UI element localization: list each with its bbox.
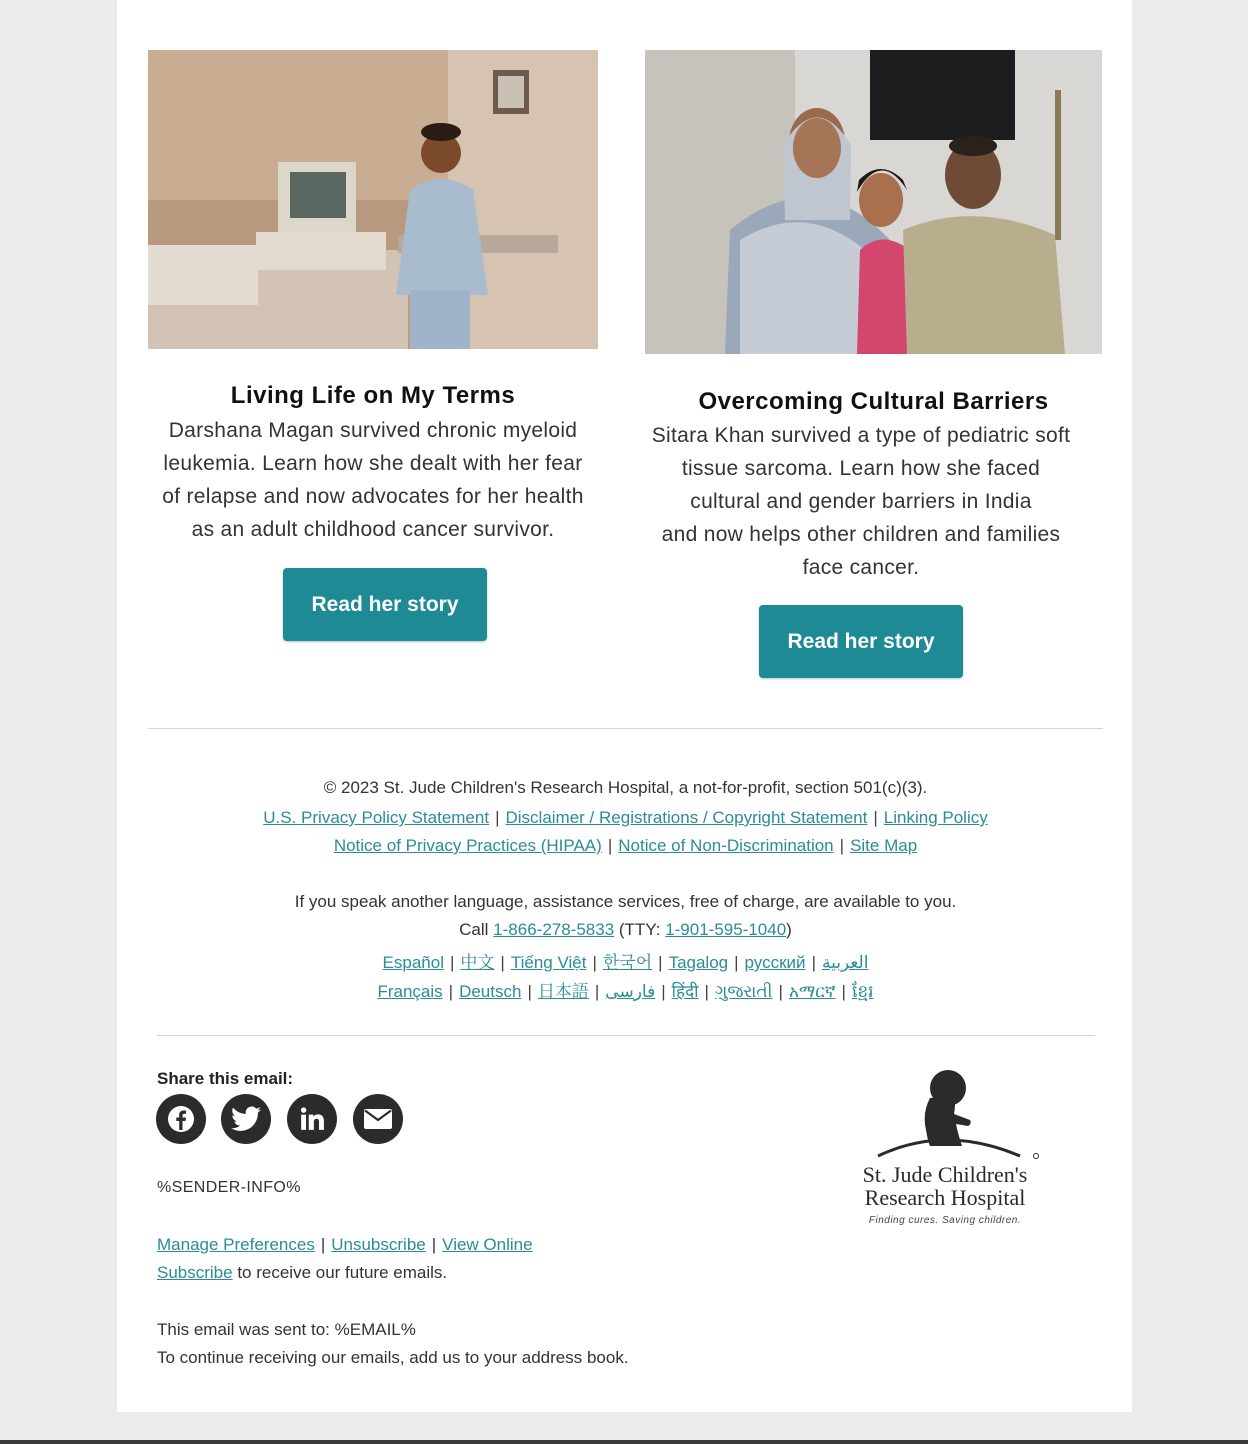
window-bottom-edge <box>0 1440 1248 1444</box>
story-desc-1-line-2: leukemia. Learn how she dealt with her fear <box>163 452 583 475</box>
language-link[interactable]: Français <box>377 982 443 1001</box>
story-card-2 <box>645 50 1102 690</box>
call-prefix: Call <box>459 920 489 939</box>
privacy-policy-link[interactable]: U.S. Privacy Policy Statement <box>263 808 490 827</box>
divider-2 <box>157 1035 1095 1036</box>
language-link[interactable]: Español <box>382 953 444 972</box>
story-photo-2[interactable] <box>645 50 1102 354</box>
story-desc-1-line-3: of relapse and now advocates for her health <box>162 485 584 508</box>
story-desc-2-line-1: Sitara Khan survived a type of pediatric soft <box>651 424 1071 447</box>
copyright-text: © 2023 St. Jude Children's Research Hospital, a not-for-profit, section 501(c)(3). <box>323 778 928 797</box>
read-her-story-button-2[interactable]: Read her story <box>759 605 963 678</box>
story-card-1 <box>148 50 598 650</box>
story-desc-2-line-5: face cancer. <box>802 556 920 579</box>
share-title: Share this email: <box>157 1069 294 1088</box>
twitter-share-button[interactable] <box>221 1094 271 1144</box>
language-link[interactable]: ខ្មែរ <box>851 982 874 1001</box>
logo-tagline: Finding cures. Saving children. <box>868 1215 1022 1226</box>
subscribe-link[interactable]: Subscribe <box>157 1263 233 1282</box>
languages-row-1: Español | 中文 | Tiếng Việt | 한국어 | Tagalog | русский | العربية <box>382 953 869 972</box>
twitter-icon <box>231 1106 261 1132</box>
subscribe-line <box>157 1263 447 1283</box>
legal-links-row-1: U.S. Privacy Policy Statement | Disclaimer / Registrations / Copyright Statement | Linking Policy <box>263 808 988 827</box>
language-link[interactable]: ગુજરાતી <box>714 982 773 1001</box>
non-discrimination-link[interactable]: Notice of Non-Discrimination <box>618 836 834 855</box>
language-link[interactable]: Tiếng Việt <box>510 953 587 972</box>
tty-prefix: (TTY: <box>618 920 661 939</box>
story-photo-1[interactable] <box>148 50 598 349</box>
view-online-link[interactable]: View Online <box>442 1235 533 1254</box>
logo-line-2: Research Hospital <box>864 1185 1026 1210</box>
languages-row-2: Français | Deutsch | 日本語 | فارسی | हिंदी | ગુજરાતી | አማርኛ | ខ្មែរ <box>377 982 874 1001</box>
phone-link[interactable]: 1-866-278-5833 <box>493 920 615 939</box>
facebook-icon <box>166 1104 196 1134</box>
linkedin-share-button[interactable] <box>287 1094 337 1144</box>
divider-1 <box>148 728 1103 729</box>
child-silhouette-icon <box>850 1068 1040 1163</box>
email-icon <box>364 1109 392 1129</box>
language-link[interactable]: 中文 <box>460 953 495 972</box>
linkedin-icon <box>299 1106 325 1132</box>
story-desc-2-line-3: cultural and gender barriers in India <box>690 490 1032 513</box>
language-link[interactable]: हिंदी <box>671 982 699 1001</box>
story-desc-1-line-4: as an adult childhood cancer survivor. <box>191 518 555 541</box>
language-link[interactable]: 日本語 <box>537 982 589 1001</box>
story-desc-1-line-1: Darshana Magan survived chronic myeloid <box>168 419 578 442</box>
tty-phone-link[interactable]: 1-901-595-1040 <box>665 920 787 939</box>
language-link[interactable]: አማርኛ <box>788 982 836 1001</box>
language-notice: If you speak another language, assistance services, free of charge, are available to you. <box>294 892 957 911</box>
language-link[interactable]: فارسی <box>605 982 656 1001</box>
language-link[interactable]: Deutsch <box>459 982 522 1001</box>
language-link[interactable]: العربية <box>821 953 869 972</box>
disclaimer-link[interactable]: Disclaimer / Registrations / Copyright Statement <box>505 808 868 827</box>
story-desc-2-line-2: tissue sarcoma. Learn how she faced <box>681 457 1041 480</box>
preference-links: Manage Preferences | Unsubscribe | View Online <box>157 1235 533 1254</box>
subscribe-suffix: to receive our future emails. <box>232 1263 448 1282</box>
story-title-2: Overcoming Cultural Barriers <box>698 388 1049 415</box>
email-share-button[interactable] <box>353 1094 403 1144</box>
linking-policy-link[interactable]: Linking Policy <box>883 808 988 827</box>
address-book-text: To continue receiving our emails, add us to your address book. <box>157 1348 629 1367</box>
language-link[interactable]: Tagalog <box>668 953 729 972</box>
logo-line-1: St. Jude Children's <box>862 1162 1028 1187</box>
language-link[interactable]: 한국어 <box>602 953 653 972</box>
story-desc-2-line-4: and now helps other children and families <box>661 523 1061 546</box>
story-title-1: Living Life on My Terms <box>230 382 516 409</box>
facebook-share-button[interactable] <box>156 1094 206 1144</box>
sender-info: %SENDER-INFO% <box>157 1179 301 1196</box>
tty-suffix: ) <box>786 920 792 939</box>
legal-section <box>148 778 1103 1008</box>
site-map-link[interactable]: Site Map <box>850 836 918 855</box>
st-jude-logo[interactable] <box>850 1068 1050 1233</box>
language-link[interactable]: русский <box>744 953 806 972</box>
hipaa-link[interactable]: Notice of Privacy Practices (HIPAA) <box>333 836 602 855</box>
sent-to-text: This email was sent to: %EMAIL% <box>157 1320 416 1339</box>
manage-preferences-link[interactable]: Manage Preferences <box>157 1235 315 1254</box>
legal-links-row-2: Notice of Privacy Practices (HIPAA) | Notice of Non-Discrimination | Site Map <box>333 836 918 855</box>
unsubscribe-link[interactable]: Unsubscribe <box>331 1235 426 1254</box>
read-her-story-button-1[interactable]: Read her story <box>283 568 487 641</box>
call-line <box>148 920 1103 940</box>
